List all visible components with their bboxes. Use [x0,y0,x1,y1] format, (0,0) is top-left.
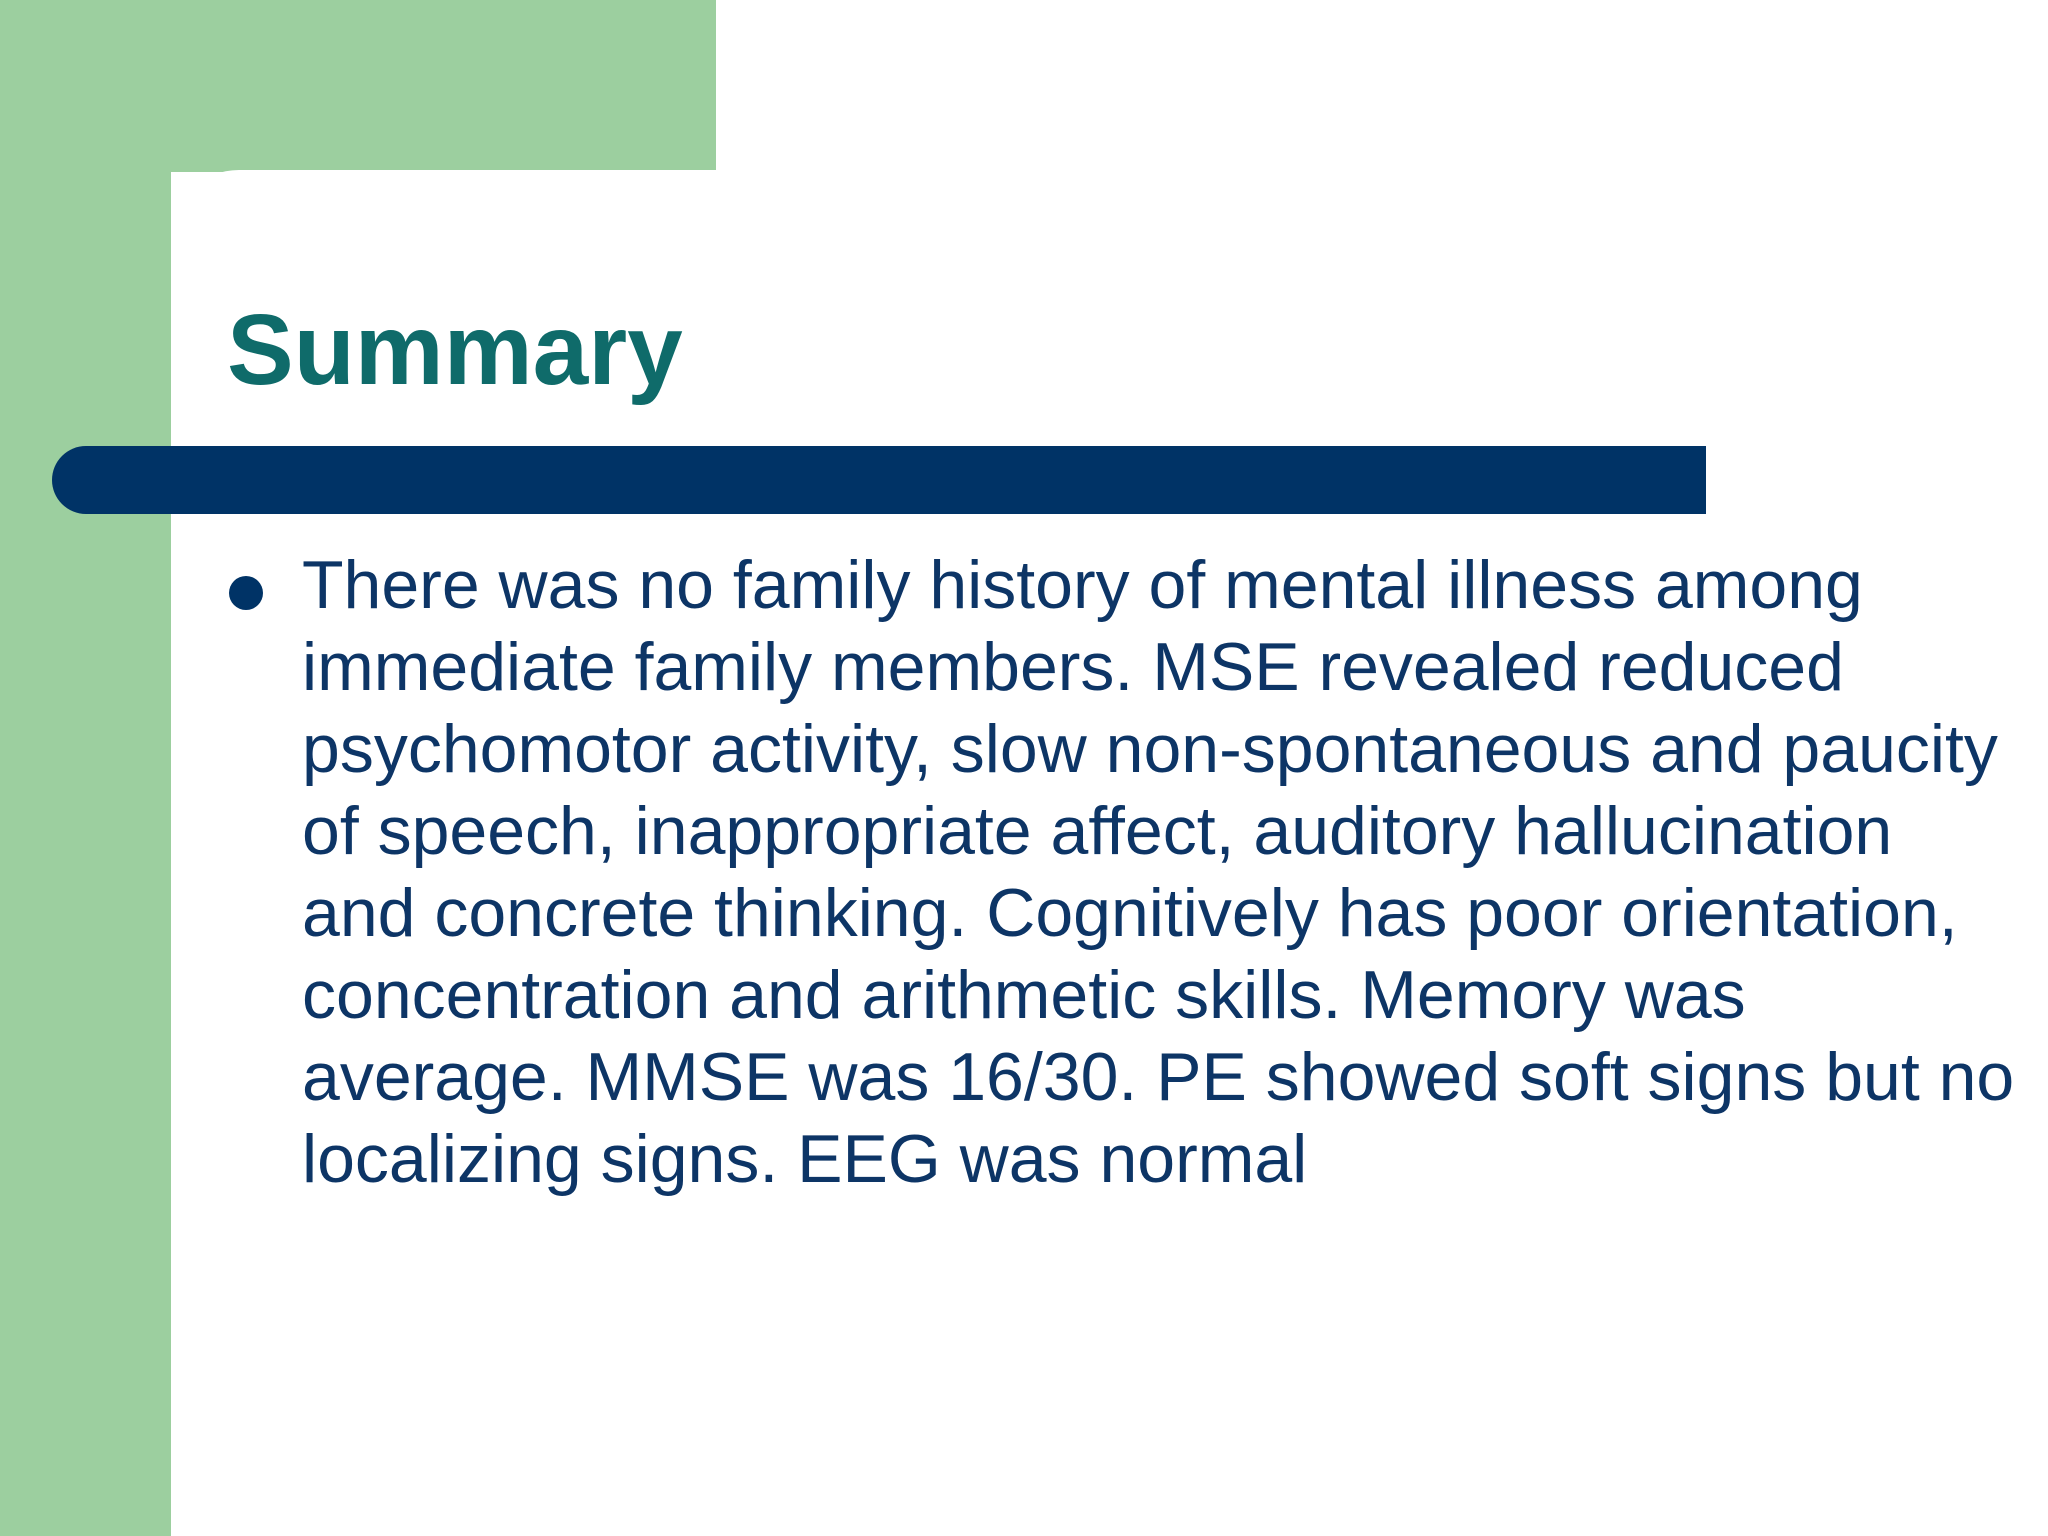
bullet-icon [229,576,263,610]
title-underline-bar [52,446,1706,514]
bullet-text: There was no family history of mental illness among immediate family members. MSE revealed reduced psychomotor activity, slow non-spontaneous and paucity of speech, inappropriate affect, auditory hallucination and concrete thinking. Cognitively has poor orientation, concentration and arithmetic skills. Memory was average. MMSE was 16/30. PE showed soft signs but no localizing signs. EEG was normal [302,547,2015,1197]
slide-title: Summary [227,294,683,406]
green-side-band [0,0,171,1536]
